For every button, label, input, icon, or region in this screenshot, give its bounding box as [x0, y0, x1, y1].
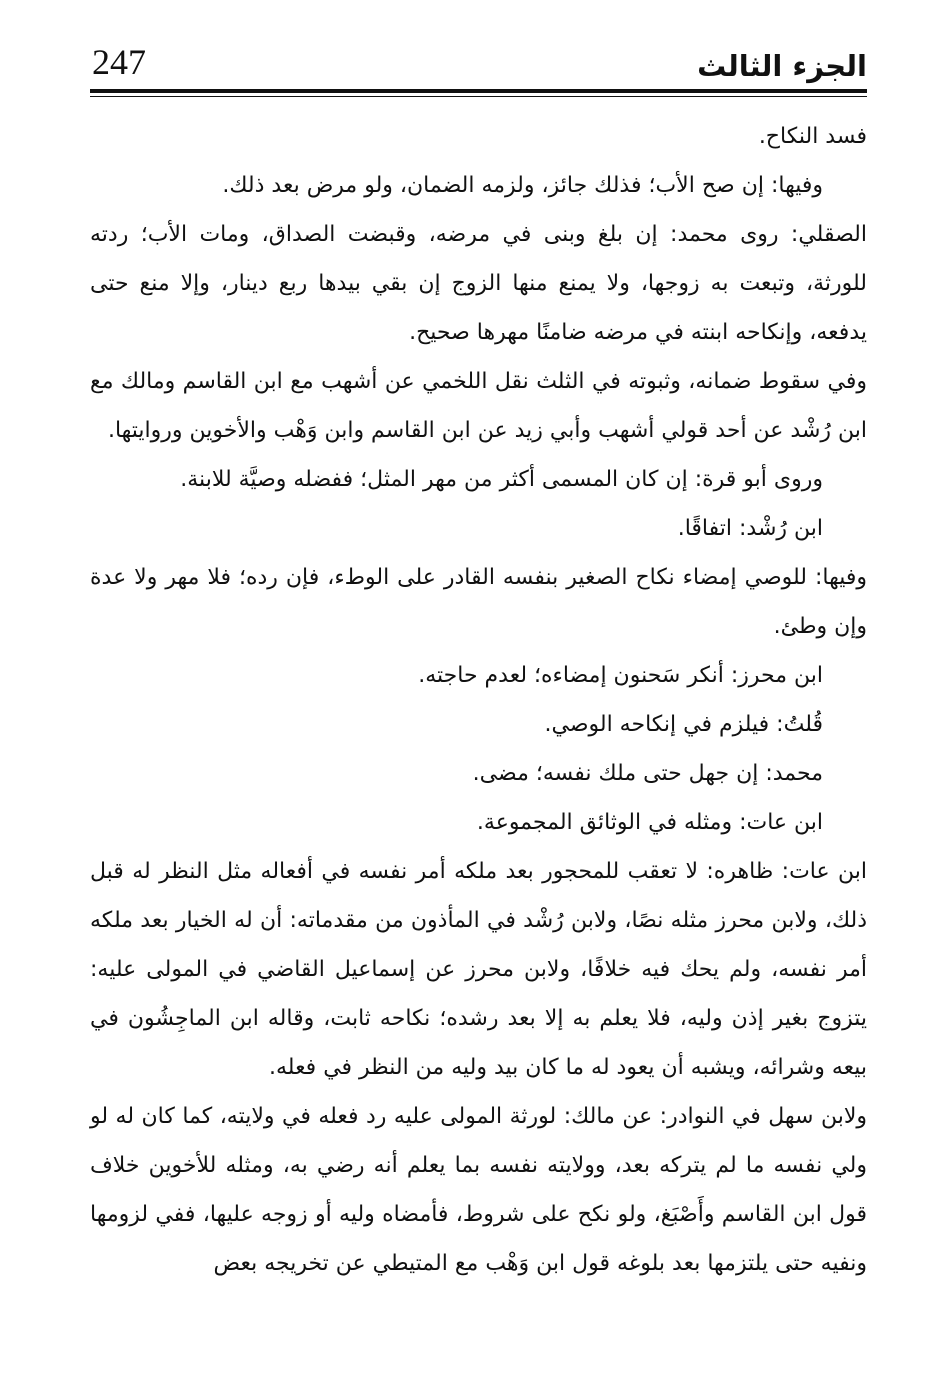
paragraph: وروى أبو قرة: إن كان المسمى أكثر من مهر المثل؛ ففضله وصيَّة للابنة. [180, 467, 823, 492]
page-number: 247 [92, 42, 146, 82]
paragraph: وفيها: إن صح الأب؛ فذلك جائز، ولزمه الضمان، ولو مرض بعد ذلك. [222, 173, 823, 198]
paragraph: ابن محرز: أنكر سَحنون إمضاءه؛ لعدم حاجته. [418, 663, 823, 688]
paragraph: ولابن سهل في النوادر: عن مالك: لورثة المولى عليه رد فعله في ولايته، كما كان له لو ولي نفسه ما لم يتركه بعد، وولايته نفسه بما يعلم أنه رضي به، ومثله للأخوين خلاف قول ابن القاسم وأَصْبَغ، ولو نكح على شروط، فأمضاه وليه أو زوجه عليها، ففي لزومها ونفيه حتى يلتزمها بعد بلوغه قول ابن وَهْب مع المتيطي عن تخريجه بعض [90, 1104, 867, 1276]
body-text [90, 112, 867, 1288]
paragraph: ابن رُشْد: اتفاقًا. [677, 516, 823, 541]
paragraph: قُلتُ: فيلزم في إنكاحه الوصي. [544, 712, 823, 737]
paragraph: محمد: إن جهل حتى ملك نفسه؛ مضى. [472, 761, 823, 786]
paragraph: ابن عات: ظاهره: لا تعقب للمحجور بعد ملكه أمر نفسه في أفعاله مثل النظر له قبل ذلك، ولابن محرز مثله نصًا، ولابن رُشْد في المأذون من مقدماته: أن له الخيار بعد ملكه أمر نفسه، ولم يحك فيه خلافًا، ولابن محرز عن إسماعيل القاضي في المولى عليه: يتزوج بغير إذن وليه، فلا يعلم به إلا بعد رشده؛ نكاحه ثابت، وقاله ابن الماجِشُون في بيعه وشرائه، ويشبه أن يعود له ما كان بيد وليه من النظر في فعله. [90, 859, 867, 1080]
header-rule-thin [90, 96, 867, 97]
paragraph: وفي سقوط ضمانه، وثبوته في الثلث نقل اللخمي عن أشهب مع ابن القاسم ومالك مع ابن رُشْد عن أحد قولي أشهب وأبي زيد عن ابن القاسم وابن وَهْب والأخوين وروايتها. [90, 369, 867, 443]
paragraph: ابن عات: ومثله في الوثائق المجموعة. [476, 810, 823, 835]
paragraph: فسد النكاح. [758, 124, 867, 149]
header-rule-thick [90, 89, 867, 93]
page-header [90, 38, 867, 98]
paragraph: وفيها: للوصي إمضاء نكاح الصغير بنفسه القادر على الوطء، فإن رده؛ فلا مهر ولا عدة وإن وطئ. [90, 565, 867, 639]
paragraph: الصقلي: روى محمد: إن بلغ وبنى في مرضه، وقبضت الصداق، ومات الأب؛ ردته للورثة، وتبعت به زوجها، ولا يمنع منها الزوج إن بقي بيدها ربع دينار، وإلا منع حتى يدفعه، وإنكاحه ابنته في مرضه ضامنًا مهرها صحيح. [90, 222, 867, 345]
running-title: الجزء الثالث [697, 49, 867, 83]
